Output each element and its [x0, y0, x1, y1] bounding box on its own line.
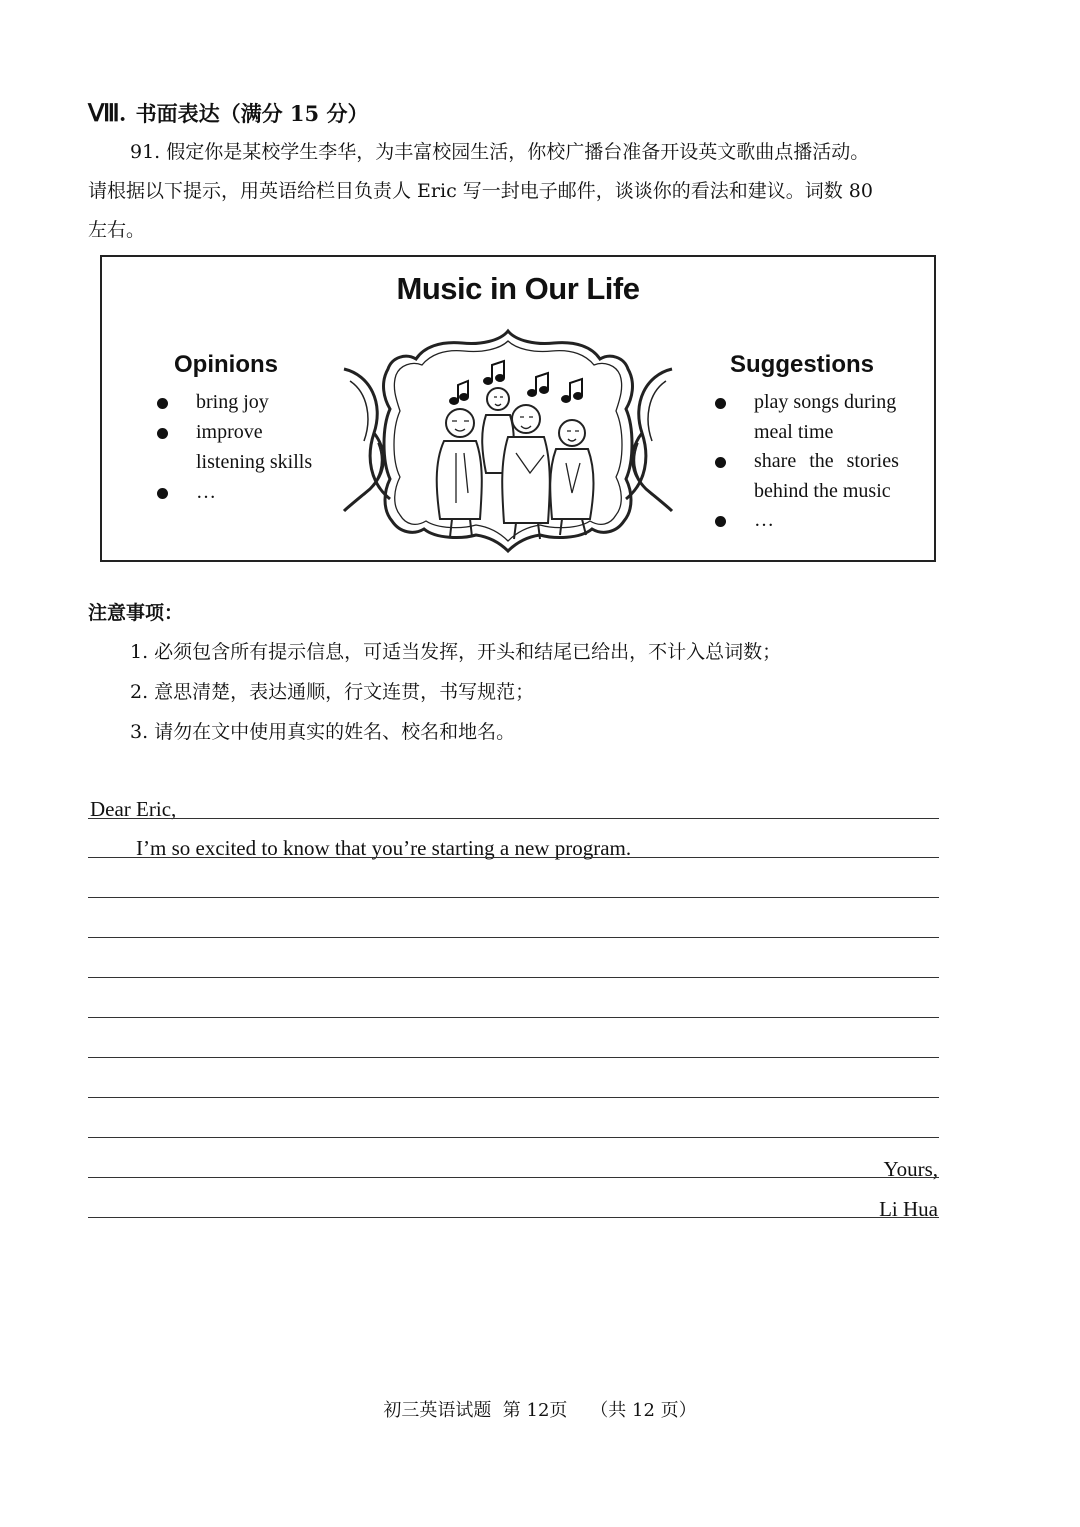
- prompt-line-3: 左右。: [88, 219, 146, 241]
- bullet-dot: [715, 398, 726, 409]
- writing-line[interactable]: [88, 1217, 939, 1218]
- letter-closing: Yours,: [883, 1157, 938, 1181]
- bullet-dot: [715, 516, 726, 527]
- suggestion-item: behind the music: [754, 480, 891, 502]
- section-heading: [88, 98, 368, 128]
- letter-greeting: Dear Eric,: [90, 797, 177, 821]
- writing-line[interactable]: [88, 1017, 939, 1018]
- opinion-item: improve: [196, 421, 263, 443]
- letter-opening: I’m so excited to know that you’re starting a new program.: [136, 836, 632, 860]
- note-item: 1. 必须包含所有提示信息，可适当发挥，开头和结尾已给出，不计入总词数；: [130, 641, 782, 663]
- suggestion-item: meal time: [754, 421, 834, 443]
- notes-title: 注意事项：: [88, 602, 184, 624]
- suggestions-heading: Suggestions: [730, 351, 875, 378]
- writing-line[interactable]: [88, 977, 939, 978]
- opinions-heading: Opinions: [174, 351, 278, 378]
- opinion-item: …: [196, 481, 216, 503]
- suggestion-item: play songs during: [754, 391, 897, 413]
- section-title: 书面表达（满分 15 分）: [135, 101, 369, 126]
- prompt-line-2: 请根据以下提示，用英语给栏目负责人 Eric 写一封电子邮件，谈谈你的看法和建议。词数 80: [88, 180, 873, 202]
- writing-line[interactable]: [88, 818, 939, 819]
- letter-signature: Li Hua: [879, 1197, 938, 1221]
- suggestion-item: …: [754, 509, 774, 531]
- writing-line[interactable]: [88, 897, 939, 898]
- prompt-box: [100, 255, 936, 562]
- note-item: 2. 意思清楚，表达通顺，行文连贯，书写规范；: [130, 681, 535, 703]
- page-footer: 初三英语试题 第 12页 （共 12 页）: [383, 1400, 697, 1421]
- bullet-dot: [715, 457, 726, 468]
- writing-line[interactable]: [88, 1097, 939, 1098]
- bullet-dot: [157, 398, 168, 409]
- writing-line[interactable]: [88, 857, 939, 858]
- writing-line[interactable]: [88, 1137, 939, 1138]
- note-item: 3. 请勿在文中使用真实的姓名、校名和地名。: [130, 721, 516, 743]
- suggestion-item: share the stories: [754, 450, 899, 472]
- writing-line[interactable]: [88, 937, 939, 938]
- bullet-dot: [157, 488, 168, 499]
- writing-prompt: [88, 133, 968, 250]
- box-title: Music in Our Life: [396, 271, 640, 306]
- opinion-item: bring joy: [196, 391, 269, 413]
- children-singing-icon: [340, 323, 676, 557]
- opinion-item: listening skills: [196, 451, 313, 473]
- writing-line[interactable]: [88, 1057, 939, 1058]
- prompt-line-1: 91. 假定你是某校学生李华，为丰富校园生活，你校广播台准备开设英文歌曲点播活动。: [130, 141, 870, 163]
- writing-line[interactable]: [88, 1177, 939, 1178]
- section-number: Ⅷ.: [88, 101, 126, 127]
- bullet-dot: [157, 428, 168, 439]
